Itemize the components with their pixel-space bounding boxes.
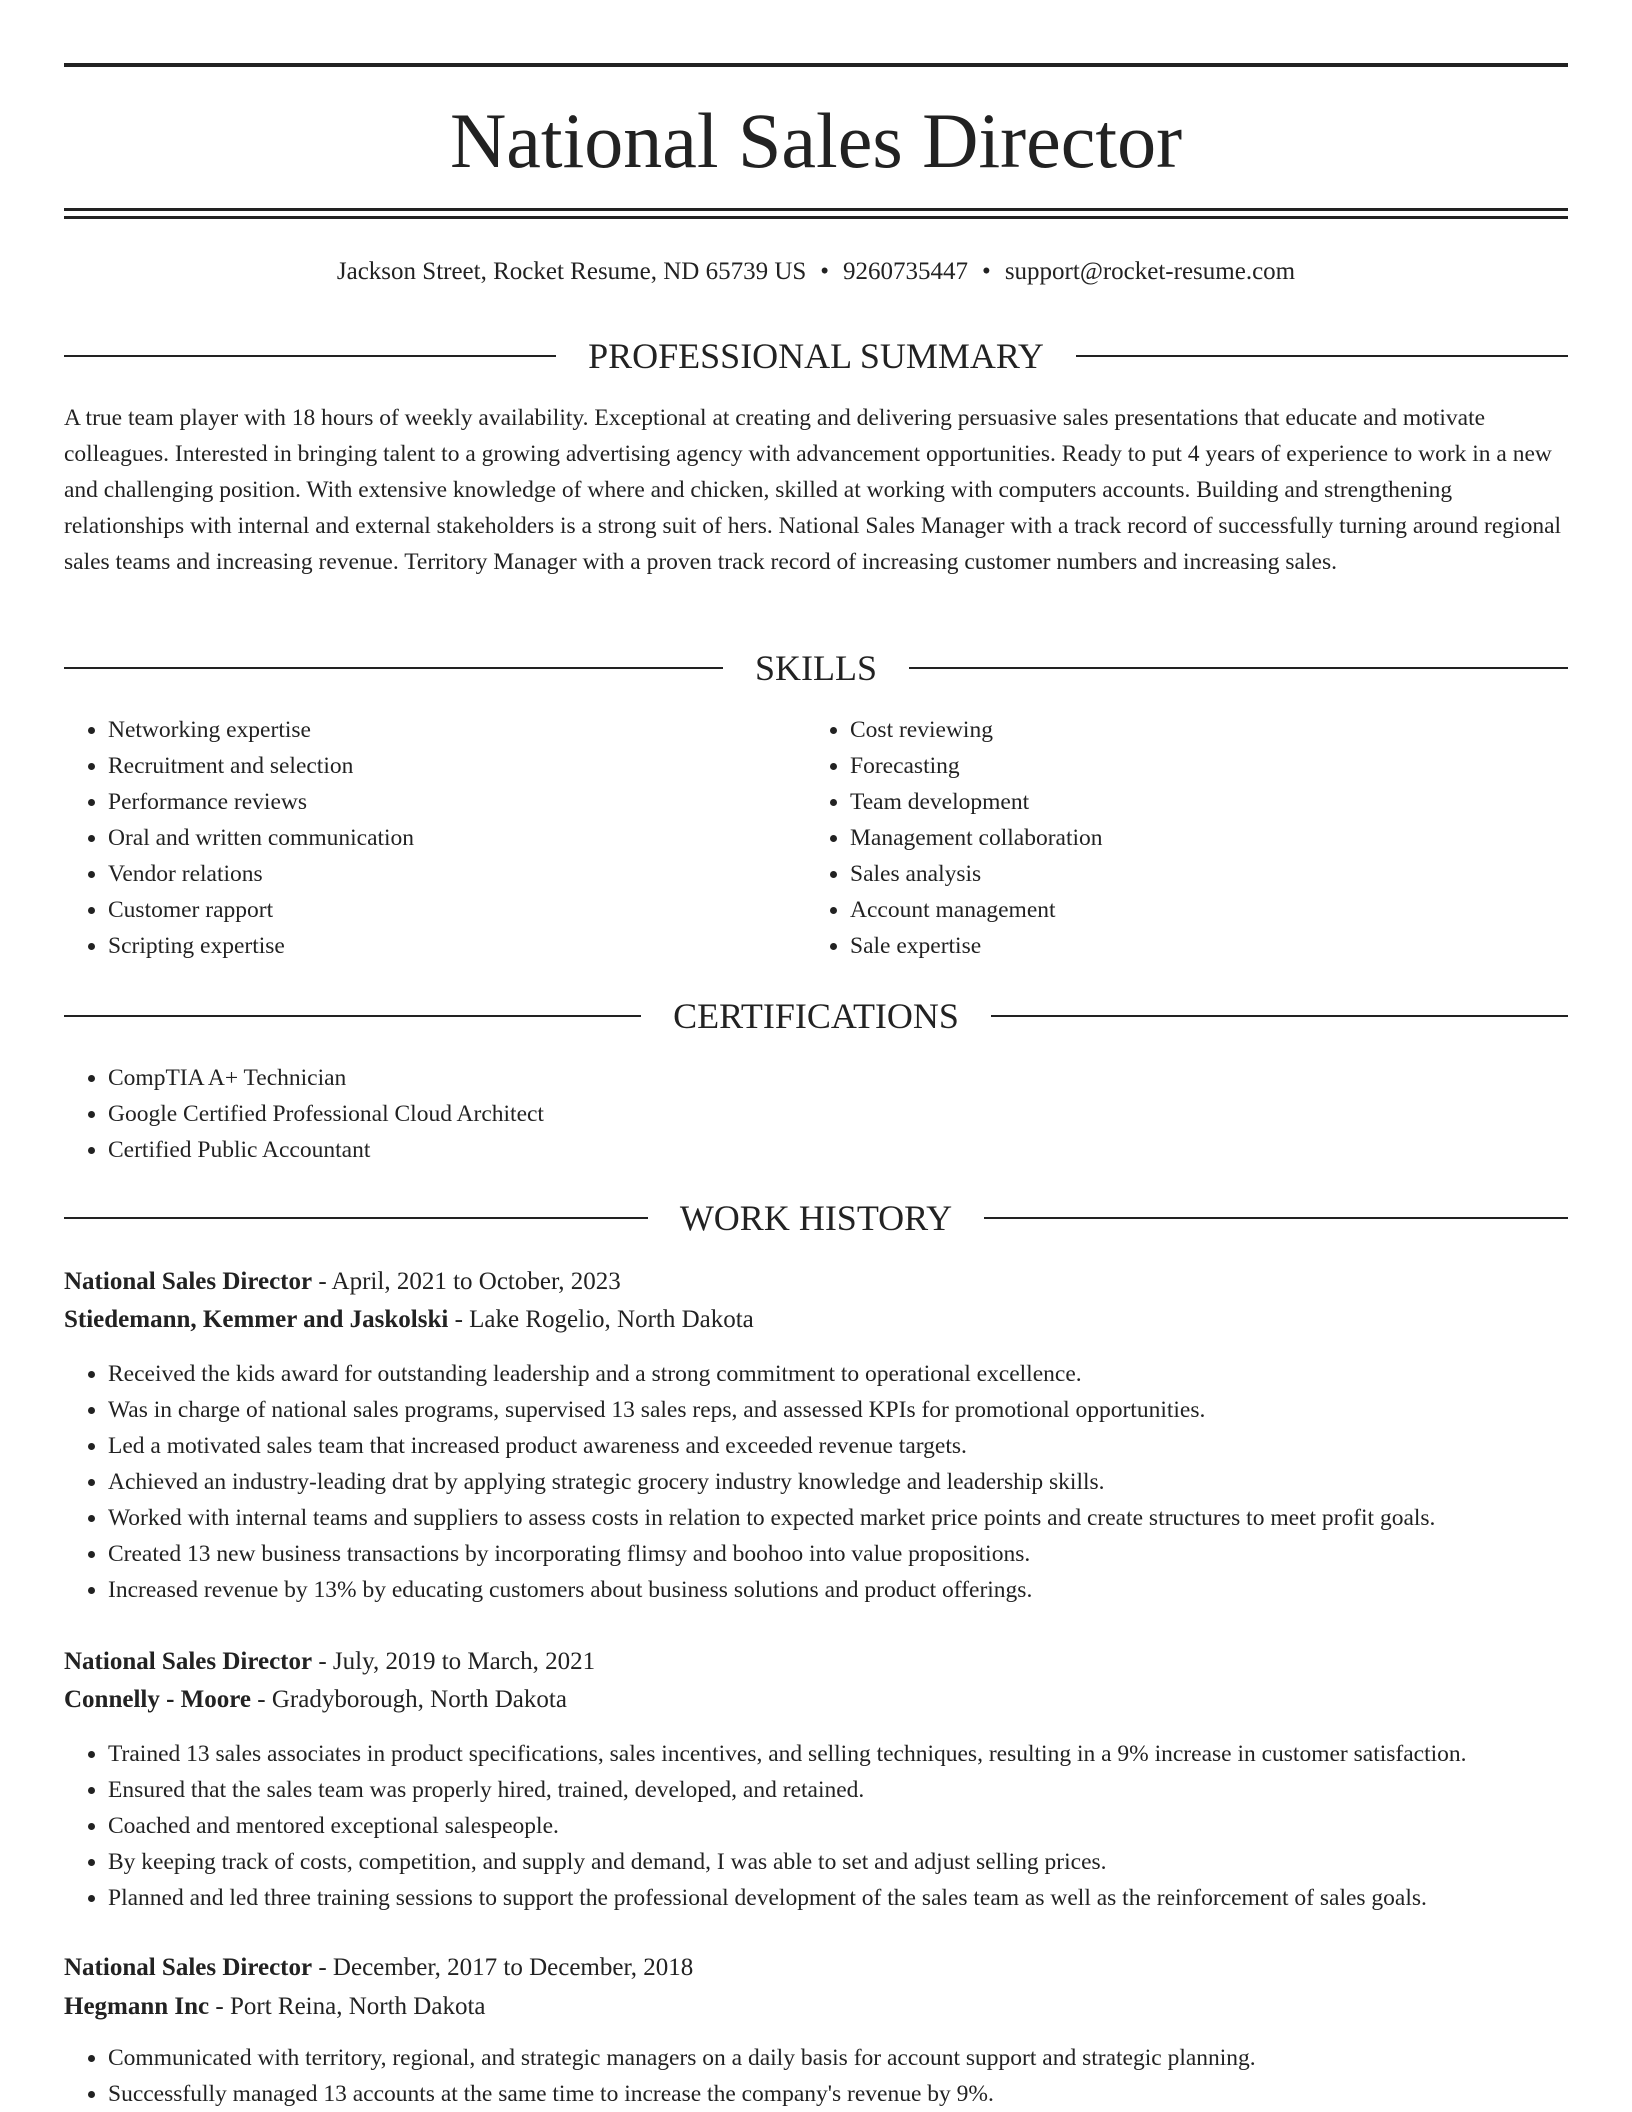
job-bullet: • Worked with internal teams and suppliers to assess costs in relation to expected market price points and create structures to meet profit goals. [108, 1500, 1612, 1536]
certification-item: • Certified Public Accountant [108, 1132, 1612, 1168]
job-bullet: • Achieved an industry-leading drat by applying strategic grocery industry knowledge and leadership skills. [108, 1464, 1612, 1500]
section-rule-right [909, 667, 1568, 669]
header-top-rule [64, 63, 1568, 67]
job-company: Connelly - Moore [64, 1686, 252, 1713]
job-title-line [64, 1644, 1568, 1680]
certifications-list [64, 1060, 1612, 1168]
section-rule-left [64, 355, 556, 357]
job-bullets [64, 1356, 1612, 1608]
contact-line [64, 254, 1568, 290]
job-title: National Sales Director [64, 1954, 313, 1981]
skill-item: • Networking expertise [108, 712, 808, 748]
job-bullet: • Created 13 new business transactions by incorporating flimsy and boohoo into value propositions. [108, 1536, 1612, 1572]
skill-item: • Team development [850, 784, 1550, 820]
skill-item: • Customer rapport [108, 892, 808, 928]
job-dates: - December, 2017 to December, 2018 [312, 1954, 694, 1981]
skill-item: • Management collaboration [850, 820, 1550, 856]
skills-list-left [64, 712, 808, 964]
job-dates: - April, 2021 to October, 2023 [312, 1268, 621, 1295]
job-dates: - July, 2019 to March, 2021 [312, 1648, 596, 1675]
job-company: Hegmann Inc [64, 1993, 210, 2020]
skill-item: • Oral and written communication [108, 820, 808, 856]
contact-separator: • [982, 258, 991, 285]
job-bullet: • Coached and mentored exceptional salespeople. [108, 1808, 1612, 1844]
job-company-line [64, 1302, 1568, 1338]
section-title: PROFESSIONAL SUMMARY [588, 336, 1044, 376]
contact-phone: 9260735447 [843, 258, 969, 285]
skill-item: • Vendor relations [108, 856, 808, 892]
section-title: WORK HISTORY [679, 1198, 953, 1238]
job-bullet: • Received the kids award for outstanding leadership and a strong commitment to operational excellence. [108, 1356, 1612, 1392]
section-rule-right [984, 1217, 1568, 1219]
skills-list-right [806, 712, 1550, 964]
job-title-line [64, 1950, 1568, 1986]
certification-item: • CompTIA A+ Technician [108, 1060, 1612, 1096]
certification-item: • Google Certified Professional Cloud Architect [108, 1096, 1612, 1132]
job-location: - Gradyborough, North Dakota [251, 1686, 567, 1713]
job-company-line [64, 1989, 1568, 2025]
job-bullet: • Increased revenue by 13% by educating customers about business solutions and product offerings. [108, 1572, 1612, 1608]
job-bullet: • Trained 13 sales associates in product specifications, sales incentives, and selling techniques, resulting in a 9% increase in customer satisfaction. [108, 1736, 1612, 1772]
section-rule-right [1076, 355, 1568, 357]
job-title: National Sales Director [64, 1648, 313, 1675]
job-bullets [64, 1736, 1612, 1916]
job-title: National Sales Director [64, 1268, 313, 1295]
job-bullet: • Communicated with territory, regional, and strategic managers on a daily basis for account support and strategic planning. [108, 2040, 1612, 2076]
section-heading-work-history [64, 1196, 1568, 1240]
job-bullet: • Ensured that the sales team was properly hired, trained, developed, and retained. [108, 1772, 1612, 1808]
contact-address: Jackson Street, Rocket Resume, ND 65739 US [336, 258, 807, 285]
job-title-line [64, 1264, 1568, 1300]
skill-item: • Performance reviews [108, 784, 808, 820]
job-company-line [64, 1682, 1568, 1718]
skill-item: • Cost reviewing [850, 712, 1550, 748]
skill-item: • Scripting expertise [108, 928, 808, 964]
job-bullets [64, 2040, 1612, 2112]
contact-separator: • [820, 258, 830, 285]
job-company: Stiedemann, Kemmer and Jaskolski [64, 1306, 449, 1333]
section-rule-left [64, 1217, 648, 1219]
resume-name-heading: National Sales Director [449, 97, 1183, 184]
job-bullet: • Planned and led three training sessions to support the professional development of the sales team as well as the reinforcement of sales goals. [108, 1880, 1612, 1916]
section-rule-right [991, 1015, 1568, 1017]
section-heading-skills [64, 646, 1568, 690]
skill-item: • Forecasting [850, 748, 1550, 784]
header-double-rule [64, 208, 1568, 219]
skill-item: • Account management [850, 892, 1550, 928]
job-location: - Port Reina, North Dakota [209, 1993, 486, 2020]
skill-item: • Sale expertise [850, 928, 1550, 964]
skill-item: • Sales analysis [850, 856, 1550, 892]
section-heading-summary [64, 334, 1568, 378]
job-location: - Lake Rogelio, North Dakota [448, 1306, 754, 1333]
job-bullet: • Successfully managed 13 accounts at the same time to increase the company's revenue by 9%. [108, 2076, 1612, 2112]
job-bullet: • By keeping track of costs, competition, and supply and demand, I was able to set and adjust selling prices. [108, 1844, 1612, 1880]
contact-email: support@rocket-resume.com [1004, 258, 1296, 285]
section-heading-certifications [64, 994, 1568, 1038]
skill-item: • Recruitment and selection [108, 748, 808, 784]
section-title: CERTIFICATIONS [673, 996, 959, 1036]
job-bullet: • Led a motivated sales team that increased product awareness and exceeded revenue targets. [108, 1428, 1612, 1464]
section-rule-left [64, 667, 723, 669]
summary-text: A true team player with 18 hours of weekly availability. Exceptional at creating and delivering persuasive sales presentations that educate and motivate colleagues. Interested in bringing talent to a growing advertising agency with advancement opportunities. Ready to put 4 years of experience to work in a new and challenging position. With extensive knowledge of where and chicken, skilled at working with computers accounts. Building and strengthening relationships with internal and external stakeholders is a strong suit of hers. National Sales Manager with a track record of successfully turning around regional sales teams and increasing revenue. Territory Manager with a proven track record of increasing customer numbers and increasing sales. [64, 405, 1562, 575]
section-rule-left [64, 1015, 641, 1017]
job-bullet: • Was in charge of national sales programs, supervised 13 sales reps, and assessed KPIs for promotional opportunities. [108, 1392, 1612, 1428]
section-title: SKILLS [755, 648, 878, 688]
